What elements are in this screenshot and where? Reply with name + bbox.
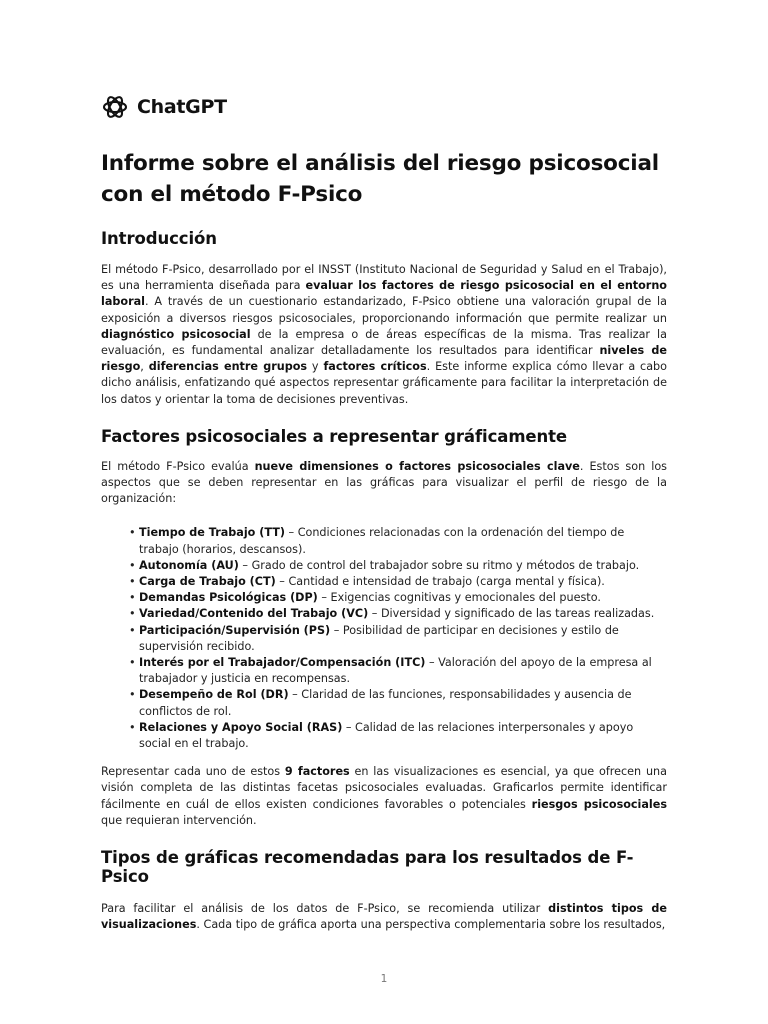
- document-title: Informe sobre el análisis del riesgo psicosocial con el método F-Psico: [101, 151, 659, 207]
- list-item: • Carga de Trabajo (CT) – Cantidad e intensidad de trabajo (carga mental y física).: [129, 574, 667, 590]
- list-item: • Autonomía (AU) – Grado de control del trabajador sobre su ritmo y métodos de trabajo.: [129, 558, 667, 574]
- brand-name: ChatGPT: [137, 96, 227, 118]
- page-number: 1: [380, 973, 388, 985]
- list-item: • Participación/Supervisión (PS) – Posibilidad de participar en decisiones y estilo de supervisión recibido.: [129, 623, 667, 655]
- list-item: • Desempeño de Rol (DR) – Claridad de las funciones, responsabilidades y ausencia de conflictos de rol.: [129, 687, 667, 719]
- chart-types-heading: Tipos de gráficas recomendadas para los resultados de F-Psico: [101, 848, 634, 887]
- brand-logo: [101, 92, 667, 122]
- list-item: • Relaciones y Apoyo Social (RAS) – Calidad de las relaciones interpersonales y apoyo social en el trabajo.: [129, 720, 667, 752]
- document-page: [101, 92, 667, 934]
- list-item: • Tiempo de Trabajo (TT) – Condiciones relacionadas con la ordenación del tiempo de trabajo (horarios, descansos).: [129, 525, 667, 557]
- list-item: • Variedad/Contenido del Trabajo (VC) – Diversidad y significado de las tareas realizadas.: [129, 606, 667, 622]
- list-item: • Interés por el Trabajador/Compensación (ITC) – Valoración del apoyo de la empresa al trabajador y justicia en recompensas.: [129, 655, 667, 687]
- intro-heading: Introducción: [101, 229, 217, 248]
- list-item: • Demandas Psicológicas (DP) – Exigencias cognitivas y emocionales del puesto.: [129, 590, 667, 606]
- factors-heading: Factores psicosociales a representar gráficamente: [101, 426, 568, 446]
- openai-logo-icon: [101, 93, 129, 121]
- intro-paragraph: El método F-Psico, desarrollado por el INSST (Instituto Nacional de Seguridad y Salud en el Trabajo), es una herramienta diseñada para evaluar los factores de riesgo psicosocial en el entorno laboral. A través de un cuestionario estandarizado, F-Psico obtiene una valoración grupal de la exposición a diversos riesgos psicosociales, proporcionando información que permite realizar un diagnóstico psicosocial de la empresa o de áreas específicas de la misma. Tras realizar la evaluación, es fundamental analizar detalladamente los resultados para identificar niveles de riesgo, diferencias entre grupos y factores críticos. Este informe explica cómo llevar a cabo dicho análisis, enfatizando qué aspectos representar gráficamente para facilitar la interpretación de los datos y orientar la toma de decisiones preventivas.: [101, 263, 667, 406]
- factors-summary-paragraph: Representar cada uno de estos 9 factores en las visualizaciones es esencial, ya que ofrecen una visión completa de las distintas facetas psicosociales evaluadas. Graficarlos permite identificar fácilmente en cuál de ellos existen condiciones favorables o potenciales riesgos psicosociales que requieran intervención.: [101, 765, 668, 827]
- chart-types-paragraph: Para facilitar el análisis de los datos de F-Psico, se recomienda utilizar distintos tipos de visualizaciones. Cada tipo de gráfica aporta una perspectiva complementaria sobre los resultados,: [101, 902, 668, 932]
- factors-list: [101, 525, 667, 752]
- factors-paragraph: El método F-Psico evalúa nueve dimensiones o factores psicosociales clave. Estos son los aspectos que se deben representar en las gráficas para visualizar el perfil de riesgo de la organización:: [101, 459, 667, 506]
